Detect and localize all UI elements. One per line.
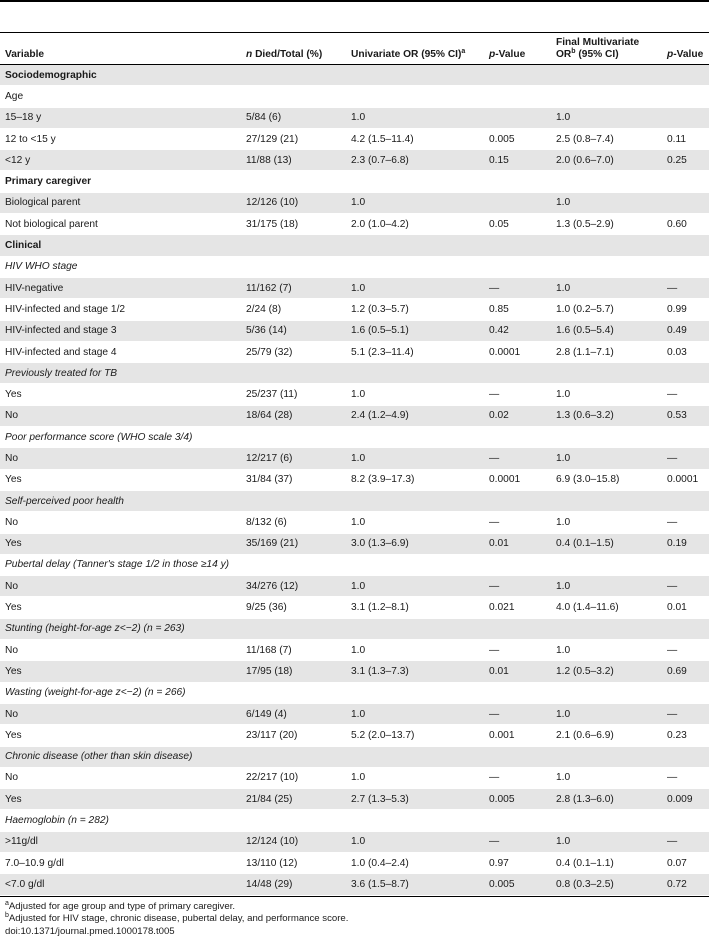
variable-cell: No [0, 512, 241, 533]
table-header [0, 33, 709, 65]
died-total-cell: 5/36 (14) [241, 320, 346, 341]
variable-cell: 12 to <15 y [0, 128, 241, 149]
multivariate-pvalue-cell: 0.53 [662, 405, 709, 426]
univariate-pvalue-cell: — [484, 448, 551, 469]
header-univariate-label: Univariate OR (95% CI) [351, 49, 462, 60]
multivariate-pvalue-cell: 0.25 [662, 150, 709, 171]
table-row [0, 512, 709, 533]
univariate-or-cell: 2.7 (1.3–5.3) [346, 789, 484, 810]
univariate-or-cell: 3.6 (1.5–8.7) [346, 874, 484, 895]
multivariate-or-cell: 1.0 [551, 384, 662, 405]
table-row [0, 320, 709, 341]
table-row [0, 299, 709, 320]
multivariate-or-cell: 1.2 (0.5–3.2) [551, 661, 662, 682]
subsection-heading: Poor performance score (WHO scale 3/4) [0, 427, 709, 448]
univariate-or-cell: 1.0 [346, 703, 484, 724]
table-row [0, 405, 709, 426]
univariate-pvalue-cell: 0.85 [484, 299, 551, 320]
variable-cell: Yes [0, 597, 241, 618]
variable-cell: HIV-infected and stage 3 [0, 320, 241, 341]
multivariate-pvalue-cell: 0.07 [662, 852, 709, 873]
multivariate-pvalue-cell: 0.23 [662, 725, 709, 746]
univariate-or-cell: 5.1 (2.3–11.4) [346, 341, 484, 362]
header-pvalue2-label: -Value [673, 49, 704, 60]
died-total-cell: 17/95 (18) [241, 661, 346, 682]
univariate-pvalue-cell: — [484, 703, 551, 724]
multivariate-pvalue-cell: 0.01 [662, 597, 709, 618]
died-total-cell: 25/237 (11) [241, 384, 346, 405]
header-multivariate-footnote-mark: b [571, 48, 576, 55]
table-row [0, 384, 709, 405]
variable-cell: HIV-infected and stage 1/2 [0, 299, 241, 320]
header-p-symbol: p [489, 49, 496, 60]
variable-cell: Yes [0, 533, 241, 554]
univariate-or-cell: 2.3 (0.7–6.8) [346, 150, 484, 171]
univariate-or-cell: 4.2 (1.5–11.4) [346, 128, 484, 149]
subsection-heading: Pubertal delay (Tanner's stage 1/2 in those ≥14 y) [0, 554, 709, 575]
table-row [0, 448, 709, 469]
univariate-or-cell: 1.0 [346, 767, 484, 788]
section-heading: Primary caregiver [0, 171, 709, 192]
multivariate-or-cell: 1.0 [551, 831, 662, 852]
section-row [0, 171, 709, 192]
univariate-or-cell: 1.0 [346, 384, 484, 405]
variable-cell: Yes [0, 469, 241, 490]
table-row [0, 831, 709, 852]
univariate-or-cell: 1.0 [346, 192, 484, 213]
univariate-pvalue-cell [484, 107, 551, 128]
table-row [0, 597, 709, 618]
subsection-row [0, 363, 709, 384]
subsection-heading: Self-perceived poor health [0, 490, 709, 511]
table-row [0, 150, 709, 171]
multivariate-pvalue-cell: 0.03 [662, 341, 709, 362]
multivariate-or-cell: 6.9 (3.0–15.8) [551, 469, 662, 490]
table-row [0, 703, 709, 724]
multivariate-or-cell: 2.1 (0.6–6.9) [551, 725, 662, 746]
died-total-cell: 12/124 (10) [241, 831, 346, 852]
table-row [0, 107, 709, 128]
multivariate-or-cell: 2.8 (1.1–7.1) [551, 341, 662, 362]
univariate-pvalue-cell: 0.05 [484, 214, 551, 235]
univariate-or-cell: 1.0 [346, 576, 484, 597]
variable-cell: 15–18 y [0, 107, 241, 128]
header-p2-symbol: p [667, 49, 674, 60]
univariate-or-cell: 2.0 (1.0–4.2) [346, 214, 484, 235]
multivariate-pvalue-cell: 0.11 [662, 128, 709, 149]
subsection-row [0, 618, 709, 639]
multivariate-pvalue-cell [662, 192, 709, 213]
footnote-a [5, 901, 704, 914]
table-top-rule [0, 0, 709, 33]
died-total-cell: 12/126 (10) [241, 192, 346, 213]
table-body [0, 65, 709, 896]
variable-cell: >11g/dl [0, 831, 241, 852]
multivariate-pvalue-cell: — [662, 384, 709, 405]
header-multivariate-ci: (95% CI) [575, 49, 619, 60]
univariate-pvalue-cell: 0.01 [484, 533, 551, 554]
univariate-or-cell: 1.0 [346, 512, 484, 533]
table-row [0, 789, 709, 810]
univariate-or-cell: 1.0 [346, 107, 484, 128]
univariate-pvalue-cell: 0.97 [484, 852, 551, 873]
section-heading: Sociodemographic [0, 65, 709, 86]
univariate-pvalue-cell: 0.005 [484, 874, 551, 895]
table-row [0, 874, 709, 895]
multivariate-or-cell: 1.0 [551, 576, 662, 597]
multivariate-pvalue-cell: — [662, 448, 709, 469]
table-row [0, 192, 709, 213]
table-row [0, 277, 709, 298]
died-total-cell: 14/48 (29) [241, 874, 346, 895]
died-total-cell: 31/84 (37) [241, 469, 346, 490]
table-row [0, 469, 709, 490]
multivariate-or-cell: 4.0 (1.4–11.6) [551, 597, 662, 618]
univariate-pvalue-cell: 0.005 [484, 128, 551, 149]
variable-cell: 7.0–10.9 g/dl [0, 852, 241, 873]
header-univariate [346, 33, 484, 65]
multivariate-or-cell: 1.0 (0.2–5.7) [551, 299, 662, 320]
died-total-cell: 31/175 (18) [241, 214, 346, 235]
univariate-or-cell: 1.2 (0.3–5.7) [346, 299, 484, 320]
univariate-pvalue-cell: — [484, 384, 551, 405]
died-total-cell: 35/169 (21) [241, 533, 346, 554]
variable-cell: Yes [0, 725, 241, 746]
univariate-or-cell: 1.0 [346, 640, 484, 661]
variable-cell: No [0, 448, 241, 469]
univariate-pvalue-cell: — [484, 277, 551, 298]
univariate-pvalue-cell: — [484, 640, 551, 661]
results-table [0, 33, 709, 896]
univariate-pvalue-cell: 0.02 [484, 405, 551, 426]
header-row [0, 33, 709, 65]
died-total-cell: 21/84 (25) [241, 789, 346, 810]
header-univariate-pvalue [484, 33, 551, 65]
univariate-or-cell: 1.0 [346, 448, 484, 469]
table-row [0, 341, 709, 362]
died-total-cell: 2/24 (8) [241, 299, 346, 320]
table-row [0, 576, 709, 597]
header-died-total-label: Died/Total (%) [252, 49, 323, 60]
multivariate-pvalue-cell: — [662, 767, 709, 788]
multivariate-or-cell: 1.0 [551, 277, 662, 298]
univariate-pvalue-cell: 0.42 [484, 320, 551, 341]
table-row [0, 852, 709, 873]
univariate-or-cell: 1.0 [346, 831, 484, 852]
header-multivariate-pvalue [662, 33, 709, 65]
subsection-heading: Wasting (weight-for-age z<−2) (n = 266) [0, 682, 709, 703]
table-doi: doi:10.1371/journal.pmed.1000178.t005 [5, 925, 175, 937]
multivariate-or-cell: 1.0 [551, 512, 662, 533]
univariate-or-cell: 3.1 (1.3–7.3) [346, 661, 484, 682]
multivariate-pvalue-cell: 0.72 [662, 874, 709, 895]
died-total-cell: 22/217 (10) [241, 767, 346, 788]
subsection-heading: Stunting (height-for-age z<−2) (n = 263) [0, 618, 709, 639]
multivariate-pvalue-cell: 0.99 [662, 299, 709, 320]
table-row [0, 128, 709, 149]
header-variable: Variable [0, 33, 241, 65]
multivariate-pvalue-cell: 0.009 [662, 789, 709, 810]
multivariate-pvalue-cell: — [662, 640, 709, 661]
died-total-cell: 13/110 (12) [241, 852, 346, 873]
footnote-b-mark: b [5, 912, 9, 920]
table-footnotes [0, 897, 709, 938]
table-row [0, 533, 709, 554]
multivariate-pvalue-cell: — [662, 703, 709, 724]
died-total-cell: 11/88 (13) [241, 150, 346, 171]
multivariate-or-cell: 1.0 [551, 703, 662, 724]
died-total-cell: 12/217 (6) [241, 448, 346, 469]
table-row [0, 640, 709, 661]
header-n-symbol: n [246, 49, 253, 60]
multivariate-or-cell: 0.8 (0.3–2.5) [551, 874, 662, 895]
univariate-or-cell: 8.2 (3.9–17.3) [346, 469, 484, 490]
died-total-cell: 25/79 (32) [241, 341, 346, 362]
table-row [0, 661, 709, 682]
subsection-row [0, 746, 709, 767]
died-total-cell: 34/276 (12) [241, 576, 346, 597]
variable-cell: No [0, 767, 241, 788]
subsection-heading: Previously treated for TB [0, 363, 709, 384]
died-total-cell: 9/25 (36) [241, 597, 346, 618]
header-multivariate-or: OR [556, 49, 572, 60]
univariate-pvalue-cell: 0.001 [484, 725, 551, 746]
died-total-cell: 27/129 (21) [241, 128, 346, 149]
multivariate-pvalue-cell: — [662, 277, 709, 298]
variable-cell: <12 y [0, 150, 241, 171]
subsection-heading: HIV WHO stage [0, 256, 709, 277]
multivariate-pvalue-cell: — [662, 512, 709, 533]
multivariate-or-cell: 1.0 [551, 640, 662, 661]
univariate-pvalue-cell [484, 192, 551, 213]
header-died-total [241, 33, 346, 65]
univariate-or-cell: 1.0 [346, 277, 484, 298]
variable-cell: Yes [0, 384, 241, 405]
table-row [0, 767, 709, 788]
multivariate-pvalue-cell: 0.19 [662, 533, 709, 554]
multivariate-or-cell: 0.4 (0.1–1.1) [551, 852, 662, 873]
footnote-b-text: Adjusted for HIV stage, chronic disease, pubertal delay, and performance score. [8, 913, 349, 925]
univariate-or-cell: 2.4 (1.2–4.9) [346, 405, 484, 426]
univariate-or-cell: 1.6 (0.5–5.1) [346, 320, 484, 341]
subsection-row [0, 427, 709, 448]
died-total-cell: 8/132 (6) [241, 512, 346, 533]
header-pvalue-label: -Value [495, 49, 526, 60]
univariate-pvalue-cell: 0.15 [484, 150, 551, 171]
multivariate-or-cell: 1.6 (0.5–5.4) [551, 320, 662, 341]
multivariate-or-cell: 1.0 [551, 107, 662, 128]
variable-cell: No [0, 703, 241, 724]
table-row [0, 725, 709, 746]
variable-cell: No [0, 576, 241, 597]
variable-cell: No [0, 640, 241, 661]
section-row [0, 235, 709, 256]
variable-cell: No [0, 405, 241, 426]
univariate-pvalue-cell: 0.01 [484, 661, 551, 682]
variable-cell: Biological parent [0, 192, 241, 213]
variable-cell: HIV-infected and stage 4 [0, 341, 241, 362]
multivariate-or-cell: 2.8 (1.3–6.0) [551, 789, 662, 810]
variable-cell: Yes [0, 789, 241, 810]
died-total-cell: 6/149 (4) [241, 703, 346, 724]
variable-cell: Not biological parent [0, 214, 241, 235]
header-multivariate [551, 33, 662, 65]
died-total-cell: 18/64 (28) [241, 405, 346, 426]
multivariate-or-cell: 1.0 [551, 767, 662, 788]
univariate-or-cell: 3.1 (1.2–8.1) [346, 597, 484, 618]
multivariate-or-cell: 1.3 (0.6–3.2) [551, 405, 662, 426]
univariate-or-cell: 3.0 (1.3–6.9) [346, 533, 484, 554]
multivariate-pvalue-cell: — [662, 576, 709, 597]
univariate-pvalue-cell: — [484, 831, 551, 852]
univariate-pvalue-cell: — [484, 576, 551, 597]
multivariate-or-cell: 2.5 (0.8–7.4) [551, 128, 662, 149]
univariate-or-cell: 5.2 (2.0–13.7) [346, 725, 484, 746]
subsection-heading: Chronic disease (other than skin disease) [0, 746, 709, 767]
died-total-cell: 11/168 (7) [241, 640, 346, 661]
subsection-row [0, 554, 709, 575]
footnote-a-mark: a [5, 899, 9, 907]
subsection-row [0, 256, 709, 277]
footnote-a-text: Adjusted for age group and type of primary caregiver. [8, 900, 236, 912]
subsection-row [0, 86, 709, 107]
univariate-pvalue-cell: — [484, 767, 551, 788]
multivariate-or-cell: 1.3 (0.5–2.9) [551, 214, 662, 235]
section-row [0, 65, 709, 86]
subsection-heading: Age [0, 86, 709, 107]
subsection-heading: Haemoglobin (n = 282) [0, 810, 709, 831]
univariate-pvalue-cell: 0.0001 [484, 469, 551, 490]
univariate-pvalue-cell: 0.0001 [484, 341, 551, 362]
multivariate-or-cell: 2.0 (0.6–7.0) [551, 150, 662, 171]
univariate-pvalue-cell: 0.021 [484, 597, 551, 618]
subsection-row [0, 810, 709, 831]
variable-cell: HIV-negative [0, 277, 241, 298]
multivariate-or-cell: 0.4 (0.1–1.5) [551, 533, 662, 554]
multivariate-pvalue-cell: 0.0001 [662, 469, 709, 490]
header-univariate-footnote-mark: a [461, 48, 466, 55]
multivariate-pvalue-cell: 0.69 [662, 661, 709, 682]
multivariate-or-cell: 1.0 [551, 448, 662, 469]
footnote-b [5, 913, 704, 926]
multivariate-pvalue-cell: — [662, 831, 709, 852]
multivariate-pvalue-cell [662, 107, 709, 128]
died-total-cell: 11/162 (7) [241, 277, 346, 298]
header-multivariate-line1: Final Multivariate [556, 37, 640, 48]
subsection-row [0, 682, 709, 703]
multivariate-pvalue-cell: 0.60 [662, 214, 709, 235]
univariate-pvalue-cell: 0.005 [484, 789, 551, 810]
univariate-pvalue-cell: — [484, 512, 551, 533]
died-total-cell: 5/84 (6) [241, 107, 346, 128]
subsection-row [0, 490, 709, 511]
multivariate-or-cell: 1.0 [551, 192, 662, 213]
variable-cell: Yes [0, 661, 241, 682]
variable-cell: <7.0 g/dl [0, 874, 241, 895]
univariate-or-cell: 1.0 (0.4–2.4) [346, 852, 484, 873]
table-row [0, 214, 709, 235]
multivariate-pvalue-cell: 0.49 [662, 320, 709, 341]
died-total-cell: 23/117 (20) [241, 725, 346, 746]
section-heading: Clinical [0, 235, 709, 256]
